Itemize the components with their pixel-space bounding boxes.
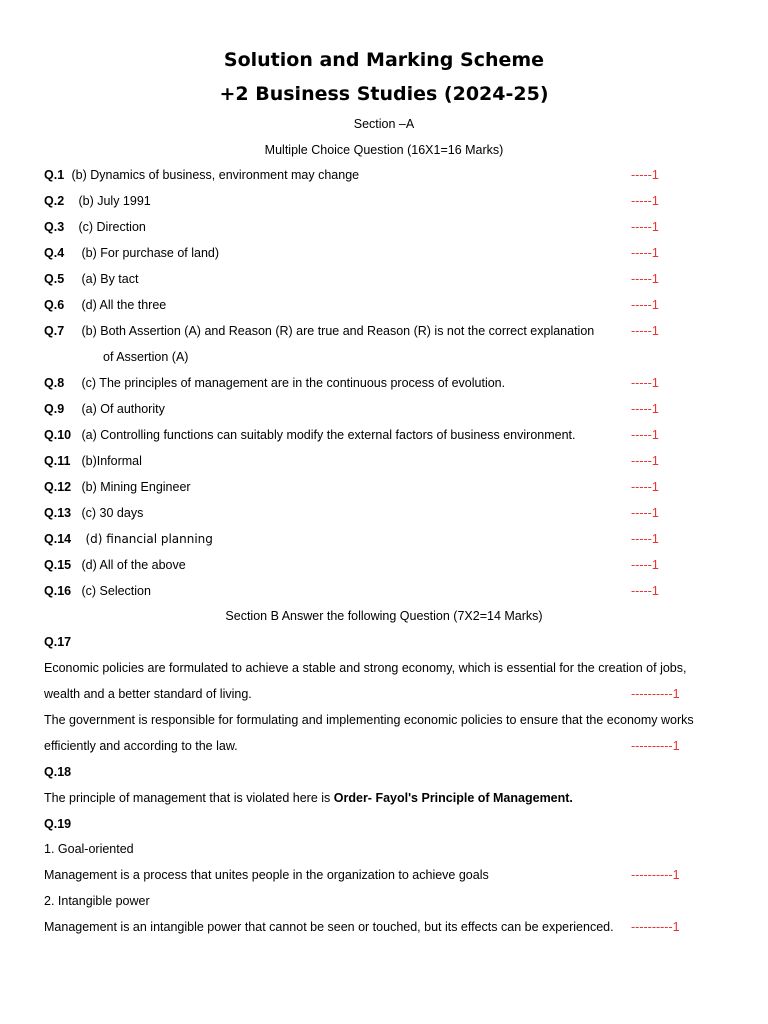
question-mark: -----1 bbox=[631, 376, 659, 390]
question-number: Q.8 bbox=[44, 376, 65, 390]
answer-text: Economic policies are formulated to achieve a stable and strong economy, which is essential for the creation of jobs, bbox=[44, 661, 687, 675]
question-mark: -----1 bbox=[631, 272, 659, 286]
question-mark: -----1 bbox=[631, 402, 659, 416]
question-answer: (b)Informal bbox=[81, 454, 142, 468]
question-mark: -----1 bbox=[631, 246, 659, 260]
question-number: Q.6 bbox=[44, 298, 65, 312]
question-answer: (c) Selection bbox=[81, 584, 151, 598]
answer-heading: 2. Intangible power bbox=[44, 894, 150, 908]
section-a-subtitle: Multiple Choice Question (16X1=16 Marks) bbox=[264, 143, 504, 157]
question-number: Q.1 bbox=[44, 168, 65, 182]
section-a-title: Section –A bbox=[353, 117, 415, 131]
question-number: Q.13 bbox=[44, 506, 72, 520]
question-row bbox=[44, 505, 143, 521]
question-number: Q.9 bbox=[44, 402, 65, 416]
question-row bbox=[44, 531, 213, 547]
question-mark: -----1 bbox=[631, 428, 659, 442]
question-mark: -----1 bbox=[631, 558, 659, 572]
question-mark: -----1 bbox=[631, 532, 659, 546]
question-number-19: Q.19 bbox=[44, 817, 72, 831]
section-b-title: Section B Answer the following Question (7X2=14 Marks) bbox=[225, 609, 543, 623]
question-row bbox=[44, 401, 165, 417]
document-subtitle: +2 Business Studies (2024-25) bbox=[219, 83, 549, 105]
question-number: Q.2 bbox=[44, 194, 65, 208]
question-answer: (d) financial planning bbox=[85, 532, 213, 546]
question-row bbox=[44, 245, 219, 261]
question-mark: -----1 bbox=[631, 194, 659, 208]
question-answer: (d) All the three bbox=[81, 298, 167, 312]
question-number: Q.11 bbox=[44, 454, 71, 468]
question-mark: -----1 bbox=[631, 324, 659, 338]
question-mark: -----1 bbox=[631, 168, 659, 182]
question-number: Q.7 bbox=[44, 324, 65, 338]
question-mark: -----1 bbox=[631, 220, 659, 234]
answer-text: The government is responsible for formulating and implementing economic policies to ensure that the economy works bbox=[44, 713, 694, 727]
answer-text: Management is a process that unites people in the organization to achieve goals bbox=[44, 868, 489, 882]
question-answer: (b) Dynamics of business, environment may change bbox=[71, 168, 360, 182]
question-row bbox=[44, 479, 191, 495]
question-number: Q.5 bbox=[44, 272, 65, 286]
question-answer: (b) July 1991 bbox=[78, 194, 151, 208]
question-number: Q.16 bbox=[44, 584, 72, 598]
question-row bbox=[44, 427, 575, 443]
question-row bbox=[44, 453, 142, 469]
answer-mark: ----------1 bbox=[631, 739, 680, 753]
question-row bbox=[44, 323, 594, 339]
answer-mark: ----------1 bbox=[631, 920, 680, 934]
question-number: Q.3 bbox=[44, 220, 65, 234]
question-mark: -----1 bbox=[631, 506, 659, 520]
question-row bbox=[44, 557, 186, 573]
question-row bbox=[44, 219, 146, 235]
question-answer: (a) Of authority bbox=[81, 402, 165, 416]
question-row bbox=[44, 375, 505, 391]
answer-text bbox=[44, 790, 573, 806]
question-number: Q.4 bbox=[44, 246, 65, 260]
question-answer: (b) Mining Engineer bbox=[81, 480, 191, 494]
question-row bbox=[44, 167, 359, 183]
question-mark: -----1 bbox=[631, 584, 659, 598]
answer-highlight: Order- Fayol's Principle of Management. bbox=[333, 791, 573, 805]
answer-text: Management is an intangible power that cannot be seen or touched, but its effects can be experienced. bbox=[44, 920, 614, 934]
answer-text: efficiently and according to the law. bbox=[44, 739, 238, 753]
question-answer: (c) The principles of management are in the continuous process of evolution. bbox=[81, 376, 506, 390]
answer-mark: ----------1 bbox=[631, 687, 680, 701]
question-mark: -----1 bbox=[631, 298, 659, 312]
question-answer: (a) Controlling functions can suitably modify the external factors of business environment. bbox=[81, 428, 576, 442]
document-title: Solution and Marking Scheme bbox=[223, 49, 545, 71]
question-answer: (b) Both Assertion (A) and Reason (R) are true and Reason (R) is not the correct explanation bbox=[81, 324, 595, 338]
question-row bbox=[44, 583, 151, 599]
question-mark: -----1 bbox=[631, 480, 659, 494]
answer-text: wealth and a better standard of living. bbox=[44, 687, 252, 701]
answer-lead: The principle of management that is violated here is bbox=[44, 791, 331, 805]
question-row bbox=[44, 297, 166, 313]
answer-heading: 1. Goal-oriented bbox=[44, 842, 134, 856]
question-answer: (b) For purchase of land) bbox=[81, 246, 220, 260]
question-number-18: Q.18 bbox=[44, 765, 72, 779]
question-answer: (c) 30 days bbox=[81, 506, 144, 520]
question-answer-continued: of Assertion (A) bbox=[103, 350, 189, 364]
question-answer: (c) Direction bbox=[78, 220, 146, 234]
question-row bbox=[44, 271, 138, 287]
question-number-17: Q.17 bbox=[44, 635, 72, 649]
question-number: Q.14 bbox=[44, 532, 72, 546]
question-number: Q.10 bbox=[44, 428, 72, 442]
question-answer: (d) All of the above bbox=[81, 558, 186, 572]
question-number: Q.12 bbox=[44, 480, 72, 494]
question-row bbox=[44, 193, 151, 209]
question-answer: (a) By tact bbox=[81, 272, 139, 286]
question-mark: -----1 bbox=[631, 454, 659, 468]
question-number: Q.15 bbox=[44, 558, 72, 572]
answer-mark: ----------1 bbox=[631, 868, 680, 882]
